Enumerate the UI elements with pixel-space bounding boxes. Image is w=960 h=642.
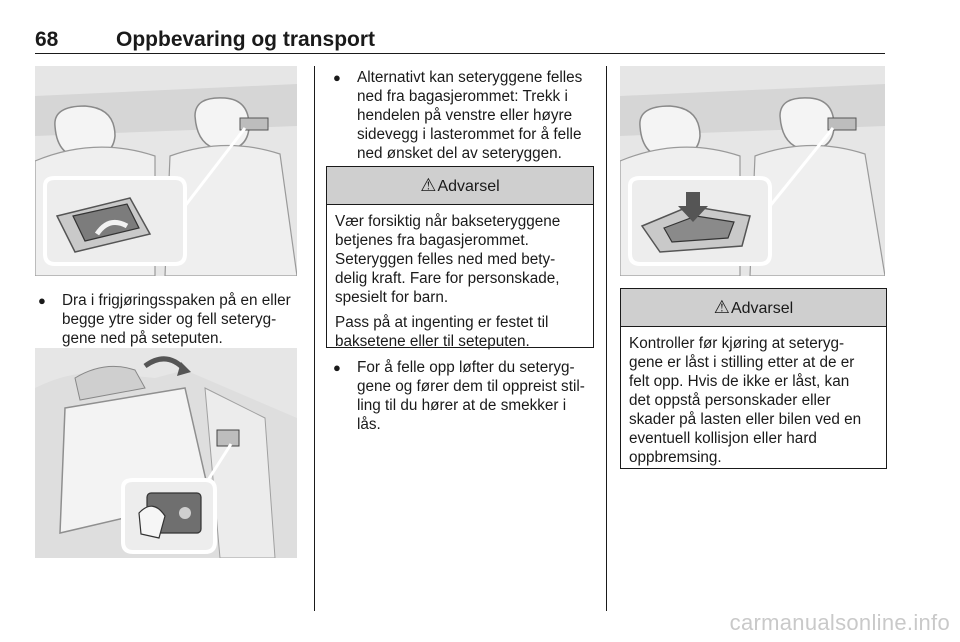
column-divider [314, 66, 315, 611]
seat-lock-illustration [620, 66, 885, 276]
warning-icon: ⚠ [420, 175, 437, 195]
warning-title: Advarsel [730, 300, 794, 317]
warning-icon: ⚠ [713, 297, 730, 317]
instruction-bullet-fold-from-cargo [333, 68, 595, 163]
warning-body [621, 327, 886, 473]
warning-paragraph: Vær forsiktig når bakseteryggene betjenes fra bagasjerommet. Seteryggen felles ned med bety- delig kraft. Fare for personskade, spesielt for barn. [335, 213, 561, 306]
instruction-text: Dra i frigjøringsspaken på en eller begge ytre sider og fell seteryg- gene ned på seteputen. [62, 292, 291, 347]
bullet-icon: ● [333, 70, 341, 85]
page-title: Oppbevaring og transport [116, 28, 376, 51]
instruction-text: For å felle opp løfter du seteryg- gene og fører dem til oppreist stil- ling til du hører at de smekker i lås. [357, 359, 585, 433]
header-rule [35, 53, 885, 54]
warning-header [621, 289, 886, 327]
cargo-lever-illustration [35, 348, 297, 558]
warning-header [327, 167, 593, 205]
seat-release-lever-illustration [35, 66, 297, 276]
bullet-icon: ● [38, 293, 46, 308]
instruction-bullet-fold-up [333, 358, 595, 434]
warning-box [326, 166, 594, 348]
page-number: 68 [35, 28, 59, 51]
warning-body [327, 205, 593, 357]
instruction-text: Alternativt kan seteryggene felles ned fra bagasjerommet: Trekk i hendelen på venstre eller høyre sidevegg i lasterommet for å felle ned ønsket del av seteryggen. [357, 69, 583, 162]
warning-title: Advarsel [437, 178, 500, 195]
bullet-icon: ● [333, 360, 341, 375]
instruction-bullet-release-lever [38, 291, 300, 348]
warning-paragraph: Kontroller før kjøring at seteryg- gene er låst i stilling etter at de er felt opp. Hvis de ikke er låst, kan det oppstå personskader eller skader på lasten eller bilen ved en eventuell kollisjon eller hard oppbremsing. [629, 335, 862, 466]
warning-box [620, 288, 887, 469]
column-divider [606, 66, 607, 611]
watermark: carmanualsonline.info [729, 610, 950, 635]
warning-paragraph: Pass på at ingenting er festet til baksetene eller til seteputen. [335, 314, 549, 350]
